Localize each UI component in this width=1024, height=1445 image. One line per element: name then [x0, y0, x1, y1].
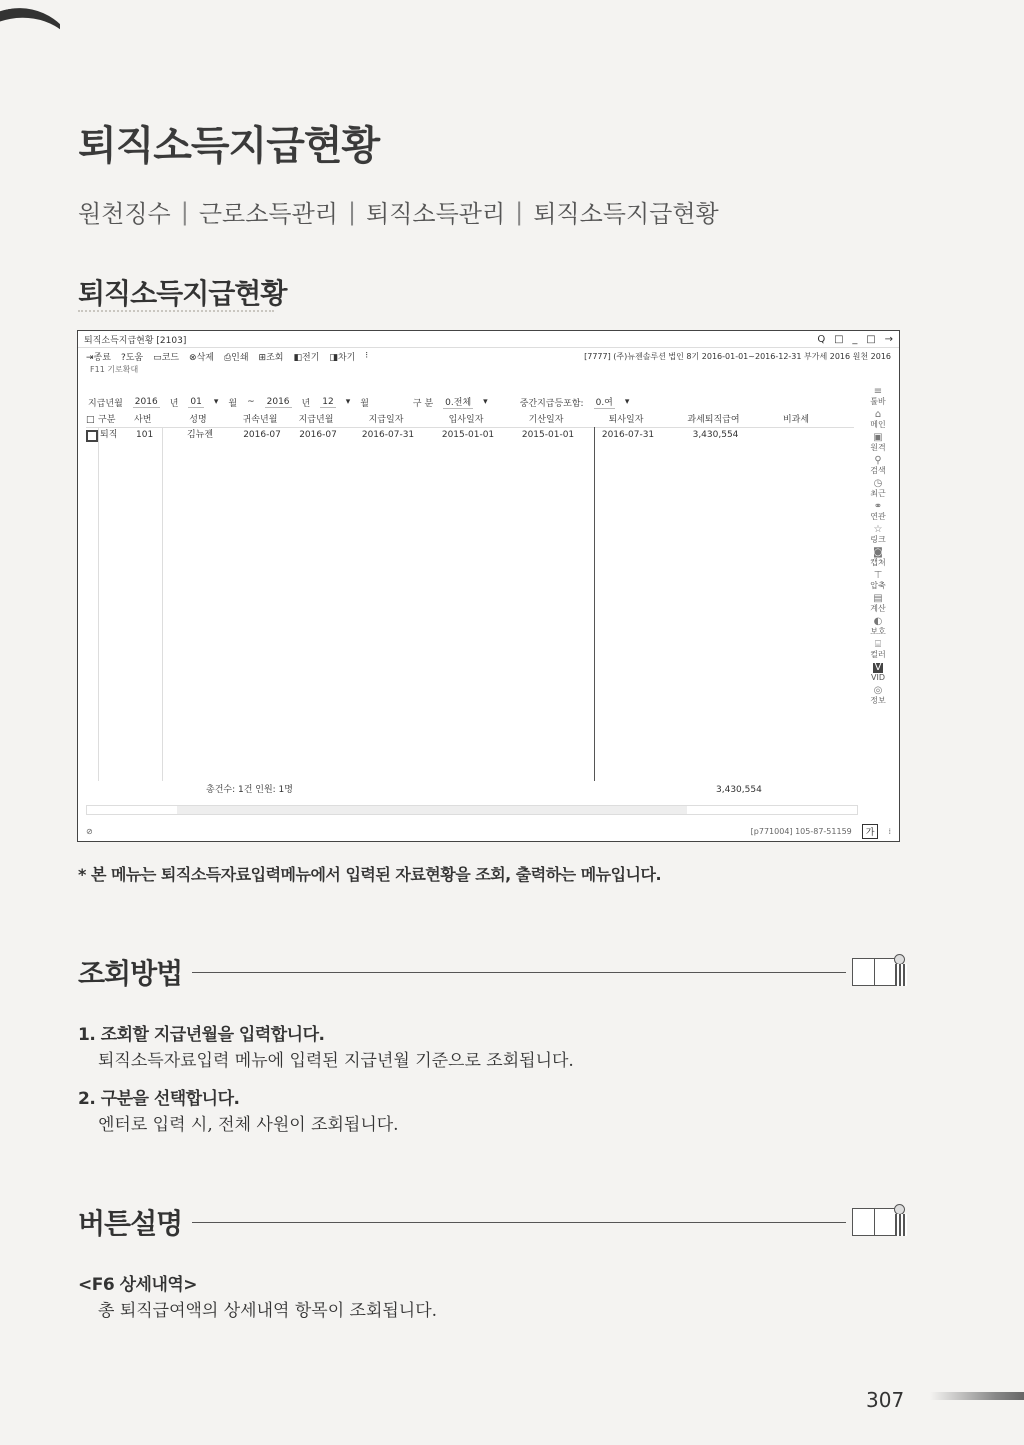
column-header: 성명 — [189, 415, 207, 425]
grid-divider — [98, 427, 99, 781]
table-cell: 101 — [136, 430, 154, 440]
camera-icon: ◙ — [873, 547, 883, 558]
delete-button[interactable]: ⊗삭제 — [189, 352, 214, 363]
column-header: 지급일자 — [368, 415, 404, 425]
close-button[interactable]: ⇥종료 — [86, 352, 111, 363]
kind-select[interactable]: 0.전체 — [443, 395, 473, 409]
breadcrumb-item: 근로소득관리 — [198, 200, 338, 228]
column-header: 과세퇴직급여 — [687, 415, 740, 425]
page-number: 307 — [866, 1388, 905, 1412]
exit-icon[interactable]: → — [884, 333, 893, 345]
resize-grip-icon[interactable]: ⁞ — [888, 827, 891, 836]
column-header: 입사일자 — [448, 415, 484, 425]
home-icon: ⌂ — [874, 409, 882, 420]
scrollbar-thumb[interactable] — [177, 806, 687, 814]
maximize-icon[interactable]: □ — [866, 333, 876, 345]
column-header: 비과세 — [782, 415, 810, 425]
table-cell — [763, 428, 833, 442]
result-grid — [86, 413, 854, 801]
link-icon: ⚭ — [873, 501, 883, 512]
section-rule — [192, 1222, 846, 1223]
window-title: 퇴직소득지급현황 [2103] — [84, 335, 187, 346]
sidebar-item-info[interactable]: ◎ 정보 — [870, 685, 886, 705]
info-icon: ◎ — [873, 685, 883, 696]
menu-note: * 본 메뉴는 퇴직소득자료입력메뉴에서 입력된 자료현황을 조회, 출력하는 메뉴입니다. — [78, 865, 662, 884]
sidebar-item-search[interactable]: ⚲ 검색 — [870, 455, 886, 475]
page-edge-tab — [930, 1392, 1024, 1400]
mid-label: 중간지급등포함: — [519, 398, 584, 409]
sidebar-item-color[interactable]: ⌸ 컬러 — [870, 639, 886, 659]
table-cell: 2015-01-01 — [521, 430, 575, 440]
company-info: [7777] (주)뉴젠솔루션 법인 8기 2016-01-01~2016-12-31 부가세 2016 원천 2016 — [584, 351, 891, 361]
period-label: 지급년월 — [88, 398, 123, 409]
vid-icon: V — [874, 662, 882, 673]
column-header: 퇴사일자 — [608, 415, 644, 425]
prev-button[interactable]: ◧전기 — [293, 352, 320, 363]
grid-divider — [594, 427, 595, 781]
calculator-icon: ▤ — [873, 593, 883, 604]
print-button[interactable]: ⎙인쇄 — [223, 352, 249, 363]
window-titlebar — [78, 331, 899, 348]
breadcrumb-item: 원천징수 — [78, 200, 171, 228]
window-toolbar — [78, 348, 899, 364]
ime-indicator[interactable]: 가 — [862, 824, 879, 839]
sidebar-item-capture[interactable]: ◙ 캡쳐 — [870, 547, 886, 567]
next-button[interactable]: ◨차기 — [329, 352, 356, 363]
chevron-down-icon[interactable]: ▾ — [213, 397, 219, 407]
book-reader-icon — [852, 1204, 908, 1240]
section-title: 조회방법 — [78, 957, 183, 990]
horizontal-scrollbar[interactable] — [86, 805, 858, 815]
to-year-input[interactable]: 2016 — [266, 396, 290, 407]
from-year-input[interactable]: 2016 — [134, 396, 158, 407]
more-menu-icon[interactable]: ⁝ — [365, 351, 369, 361]
button-heading: <F6 상세내역> — [78, 1275, 198, 1295]
compress-icon: ⊤ — [873, 570, 883, 581]
page-title: 퇴직소득지급현황 — [78, 123, 380, 169]
step-heading: 1. 조회할 지급년월을 입력합니다. — [78, 1025, 325, 1045]
select-all-checkbox[interactable]: □ — [86, 415, 95, 425]
status-bar — [86, 824, 891, 839]
table-cell: 퇴직 — [100, 430, 118, 440]
remote-icon: ▣ — [873, 432, 883, 443]
sidebar-item-related[interactable]: ⚭ 연관 — [870, 501, 886, 521]
column-header: 귀속년월 — [242, 415, 278, 425]
step-description: 엔터로 입력 시, 전체 사원이 조회됩니다. — [98, 1115, 399, 1135]
table-row[interactable] — [86, 428, 854, 442]
breadcrumb-item: 퇴직소득관리 — [366, 200, 506, 228]
sidebar-item-remote[interactable]: ▣ 원격 — [870, 432, 886, 452]
dotted-divider — [78, 310, 274, 312]
breadcrumb-separator: | — [515, 197, 524, 226]
clock-icon: ◷ — [873, 478, 883, 489]
column-header: 사번 — [134, 415, 152, 425]
menu-icon: ≡ — [873, 386, 883, 397]
section-header-buttons — [78, 1202, 908, 1242]
grid-header — [86, 413, 854, 428]
chevron-down-icon[interactable]: ▾ — [345, 397, 351, 407]
table-cell: 2016-07 — [243, 430, 281, 440]
zoom-icon[interactable]: Q — [817, 333, 826, 345]
window-sidebar — [861, 387, 895, 706]
section-header-search — [78, 952, 908, 992]
kind-label: 구 분 — [412, 398, 434, 409]
grid-divider — [162, 427, 163, 781]
from-month-select[interactable]: 01 — [190, 396, 202, 407]
sidebar-item-vid[interactable]: V VID — [871, 662, 885, 682]
section-title: 버튼설명 — [78, 1207, 183, 1240]
code-button[interactable]: ▭코드 — [153, 352, 180, 363]
table-cell: 3,430,554 — [692, 430, 739, 440]
mid-select[interactable]: 0.여 — [594, 395, 615, 409]
chevron-down-icon[interactable]: ▾ — [483, 397, 488, 407]
shield-icon: ◐ — [873, 616, 883, 627]
help-button[interactable]: ?도움 — [120, 352, 144, 363]
breadcrumb-separator: | — [180, 197, 189, 226]
to-month-select[interactable]: 12 — [322, 396, 334, 407]
chevron-down-icon[interactable]: ▾ — [624, 397, 630, 407]
star-icon: ☆ — [873, 524, 883, 535]
table-cell: 2015-01-01 — [441, 430, 495, 440]
sidebar-item-link[interactable]: ☆ 링크 — [870, 524, 886, 544]
column-header: 기산일자 — [528, 415, 564, 425]
restore-icon[interactable]: □ — [834, 333, 844, 345]
breadcrumb — [78, 194, 719, 229]
table-cell: 2016-07 — [299, 430, 337, 440]
toolbar-hint: F11 기로확대 — [90, 365, 139, 374]
page-corner-mark — [0, 0, 60, 60]
sidebar-item-calculator[interactable]: ▤ 계산 — [870, 593, 886, 613]
table-cell: 2016-07-31 — [361, 430, 415, 440]
breadcrumb-item: 퇴직소득지급현황 — [533, 200, 719, 228]
section-rule — [192, 972, 846, 973]
row-checkbox[interactable] — [86, 430, 98, 442]
sidebar-item-compress[interactable]: ⊤ 압축 — [870, 570, 886, 590]
program-window — [77, 330, 900, 842]
book-reader-icon — [852, 954, 908, 990]
step-description: 퇴직소득자료입력 메뉴에 입력된 지급년월 기준으로 조회됩니다. — [98, 1051, 574, 1071]
search-icon: ⚲ — [874, 455, 882, 466]
status-code: [p771004] 105-87-51159 — [750, 827, 852, 836]
sidebar-item-toolbar[interactable]: ≡ 툴바 — [870, 386, 886, 406]
breadcrumb-separator: | — [347, 197, 357, 226]
grid-totals: 총건수: 1건 인원: 1명 — [206, 785, 293, 795]
grid-total-amount: 3,430,554 — [716, 785, 762, 795]
column-header: 지급년월 — [298, 415, 334, 425]
step-heading: 2. 구분을 선택합니다. — [78, 1089, 240, 1109]
status-icon: ⊘ — [86, 827, 93, 836]
sidebar-item-recent[interactable]: ◷ 최근 — [870, 478, 886, 498]
search-conditions: 지급년월 2016 년 01 ▾ 월 ~ 2016 년 12 ▾ 월 구 분 0.전체 ▾ 중간지급등포함: 0.여 ▾ — [88, 396, 630, 409]
table-cell: 2016-07-31 — [601, 430, 655, 440]
sidebar-item-main[interactable]: ⌂ 메인 — [870, 409, 886, 429]
search-button[interactable]: ⊞조회 — [258, 352, 284, 363]
minimize-icon[interactable]: _ — [852, 333, 858, 345]
palette-icon: ⌸ — [875, 639, 881, 650]
section-heading: 퇴직소득지급현황 — [78, 277, 287, 310]
column-header: 구분 — [98, 415, 116, 425]
sidebar-item-protect[interactable]: ◐ 보호 — [870, 616, 886, 636]
table-cell: 김뉴젠 — [186, 430, 214, 440]
window-controls — [811, 334, 893, 345]
button-description: 총 퇴직급여액의 상세내역 항목이 조회됩니다. — [98, 1301, 438, 1321]
